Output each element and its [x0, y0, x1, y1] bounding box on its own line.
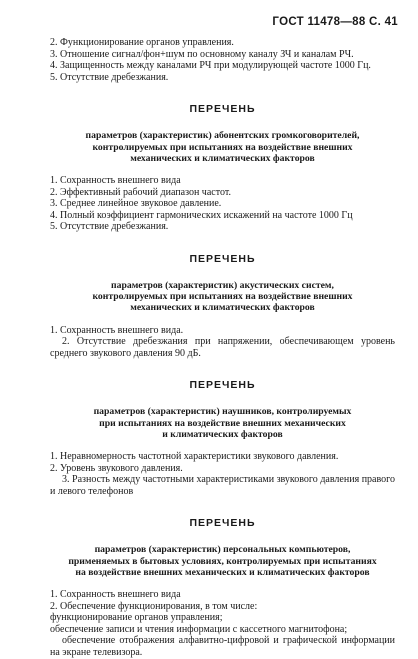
subtitle-line: применяемых в бытовых условиях, контролируемых при испытаниях: [68, 555, 377, 567]
section-list: [50, 175, 395, 233]
section-paragraph: 2. Отсутствие дребезжания при напряжении, обеспечивающем уровень среднего звукового давления 90 дБ.: [50, 336, 395, 359]
subtitle-line: и климатических факторов: [162, 428, 283, 440]
section-list: [50, 325, 395, 337]
list-item: 2. Уровень звукового давления.: [50, 462, 183, 474]
list-item: 3. Отношение сигнал/фон+шум по основному каналу ЗЧ и каналам РЧ.: [50, 48, 354, 60]
subtitle-line: механических и климатических факторов: [130, 152, 315, 164]
section-heading: ПЕРЕЧЕНЬ: [189, 517, 256, 530]
list-item: 1. Сохранность внешнего вида: [50, 174, 181, 186]
subtitle-line: параметров (характеристик) персональных компьютеров,: [94, 544, 351, 556]
section-subtitle: [50, 406, 395, 440]
section-list: [50, 451, 395, 474]
intro-list: [50, 37, 395, 83]
subtitle-line: параметров (характеристик) наушников, контролируемых: [93, 406, 352, 418]
list-item: 2. Функционирование органов управления.: [50, 37, 234, 48]
section-subtitle: [50, 280, 395, 314]
subtitle-line: при испытаниях на воздействие внешних механических: [99, 417, 346, 429]
page-header-code: ГОСТ 11478—88 С. 41: [272, 16, 398, 28]
list-item: 2. Обеспечение функционирования, в том числе:: [50, 600, 258, 612]
section-heading: ПЕРЕЧЕНЬ: [189, 252, 256, 265]
section-paragraph: 3. Разность между частотными характеристиками звукового давления правого и левого телефонов: [50, 474, 395, 497]
list-item: 4. Защищенность между каналами РЧ при модулирующей частоте 1000 Гц.: [50, 60, 371, 72]
subtitle-line: параметров (характеристик) акустических систем,: [111, 279, 334, 291]
section-subtitle: [50, 130, 395, 164]
subtitle-line: контролируемых при испытаниях на воздействие внешних: [92, 141, 353, 153]
list-item: 5. Отсутствие дребезжания.: [50, 71, 169, 83]
section-subtitle: [50, 544, 395, 578]
list-item: функционирование органов управления;: [50, 612, 223, 624]
list-item: 2. Эффективный рабочий диапазон частот.: [50, 186, 231, 198]
list-item: 5. Отсутствие дребезжания.: [50, 221, 169, 233]
subtitle-line: механических и климатических факторов: [130, 302, 315, 314]
list-item: 1. Сохранность внешнего вида: [50, 588, 181, 600]
list-item: 1. Неравномерность частотной характеристики звукового давления.: [50, 450, 339, 462]
subtitle-line: параметров (характеристик) абонентских громкоговорителей,: [85, 130, 360, 142]
section-list: [50, 589, 395, 635]
subtitle-line: контролируемых при испытаниях на воздействие внешних: [92, 291, 353, 303]
subtitle-line: на воздействие внешних механических и климатических факторов: [75, 566, 370, 578]
section-paragraph: обеспечение отображения алфавитно-цифровой и графической информации на экране телевизора.: [50, 635, 395, 658]
list-item: 3. Среднее линейное звуковое давление.: [50, 198, 222, 210]
document-body: [50, 37, 395, 659]
section-heading: ПЕРЕЧЕНЬ: [189, 379, 256, 392]
section-heading: ПЕРЕЧЕНЬ: [189, 103, 256, 116]
list-item: 1. Сохранность внешнего вида.: [50, 324, 184, 336]
list-item: 4. Полный коэффициент гармонических искажений на частоте 1000 Гц: [50, 209, 353, 221]
list-item: обеспечение записи и чтения информации с кассетного магнитофона;: [50, 623, 348, 635]
